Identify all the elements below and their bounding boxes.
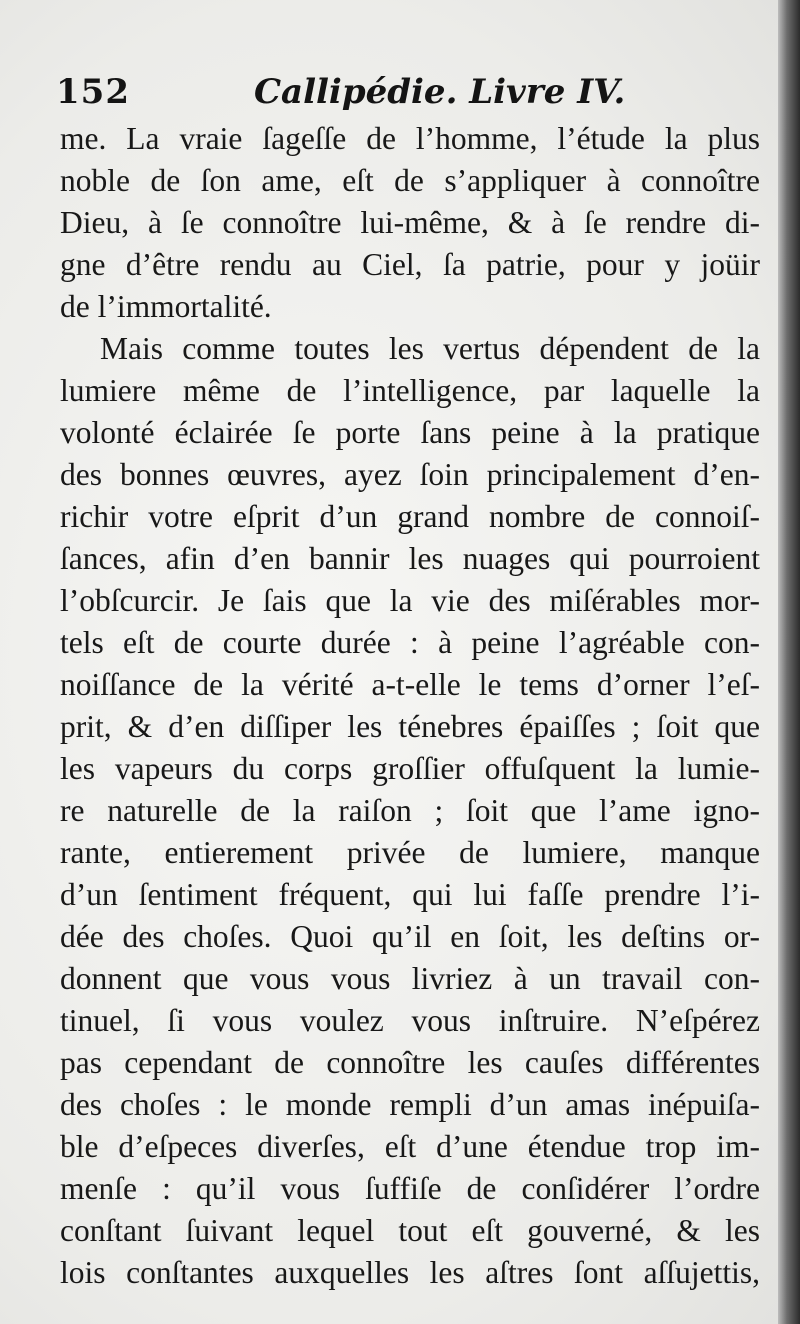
text-line: noiſſance de la vérité a-t-elle le tems d’orner l’eſ-	[60, 667, 760, 702]
text-line: re naturelle de la raiſon ; ſoit que l’ame igno-	[60, 793, 760, 828]
text-line: gne d’être rendu au Ciel, ſa patrie, pour y joüir	[60, 247, 760, 282]
text-line: de l’immortalité.	[60, 289, 272, 324]
page-number: 152	[56, 72, 130, 112]
page-edge-shadow	[778, 0, 800, 1324]
text-line: rante, entierement privée de lumiere, manque	[60, 835, 760, 870]
text-line: Mais comme toutes les vertus dépendent de la	[100, 331, 760, 366]
text-line: tinuel, ſi vous voulez vous inſtruire. N’eſpérez	[60, 1003, 760, 1038]
text-line: noble de ſon ame, eſt de s’appliquer à connoître	[60, 163, 760, 198]
page-header	[56, 72, 756, 122]
text-line: richir votre eſprit d’un grand nombre de connoiſ-	[60, 499, 760, 534]
text-line: lois conſtantes auxquelles les aſtres ſont aſſujettis,	[60, 1255, 760, 1290]
text-line: dée des choſes. Quoi qu’il en ſoit, les deſtins or-	[60, 919, 760, 954]
text-line: les vapeurs du corps groſſier offuſquent la lumie-	[60, 751, 760, 786]
text-line: l’obſcurcir. Je ſais que la vie des miſérables mor-	[60, 583, 760, 618]
text-line: ble d’eſpeces diverſes, eſt d’une étendue trop im-	[60, 1129, 760, 1164]
text-line: prit, & d’en diſſiper les ténebres épaiſſes ; ſoit que	[60, 709, 760, 744]
running-title: Callipédie. Livre IV.	[254, 72, 626, 112]
body-text	[60, 118, 760, 1294]
text-line: me. La vraie ſageſſe de l’homme, l’étude la plus	[60, 121, 760, 156]
text-line: Dieu, à ſe connoître lui-même, & à ſe rendre di-	[60, 205, 760, 240]
text-line: donnent que vous vous livriez à un travail con-	[60, 961, 760, 996]
text-line: des bonnes œuvres, ayez ſoin principalement d’en-	[60, 457, 760, 492]
text-line: pas cependant de connoître les cauſes différentes	[60, 1045, 760, 1080]
text-line: menſe : qu’il vous ſuffiſe de conſidérer l’ordre	[60, 1171, 760, 1206]
text-line: des choſes : le monde rempli d’un amas inépuiſa-	[60, 1087, 760, 1122]
text-line: volonté éclairée ſe porte ſans peine à la pratique	[60, 415, 760, 450]
text-line: ſances, afin d’en bannir les nuages qui pourroient	[60, 541, 760, 576]
text-line: conſtant ſuivant lequel tout eſt gouverné, & les	[60, 1213, 760, 1248]
text-line: lumiere même de l’intelligence, par laquelle la	[60, 373, 760, 408]
text-line: tels eſt de courte durée : à peine l’agréable con-	[60, 625, 760, 660]
text-line: d’un ſentiment fréquent, qui lui faſſe prendre l’i-	[60, 877, 760, 912]
